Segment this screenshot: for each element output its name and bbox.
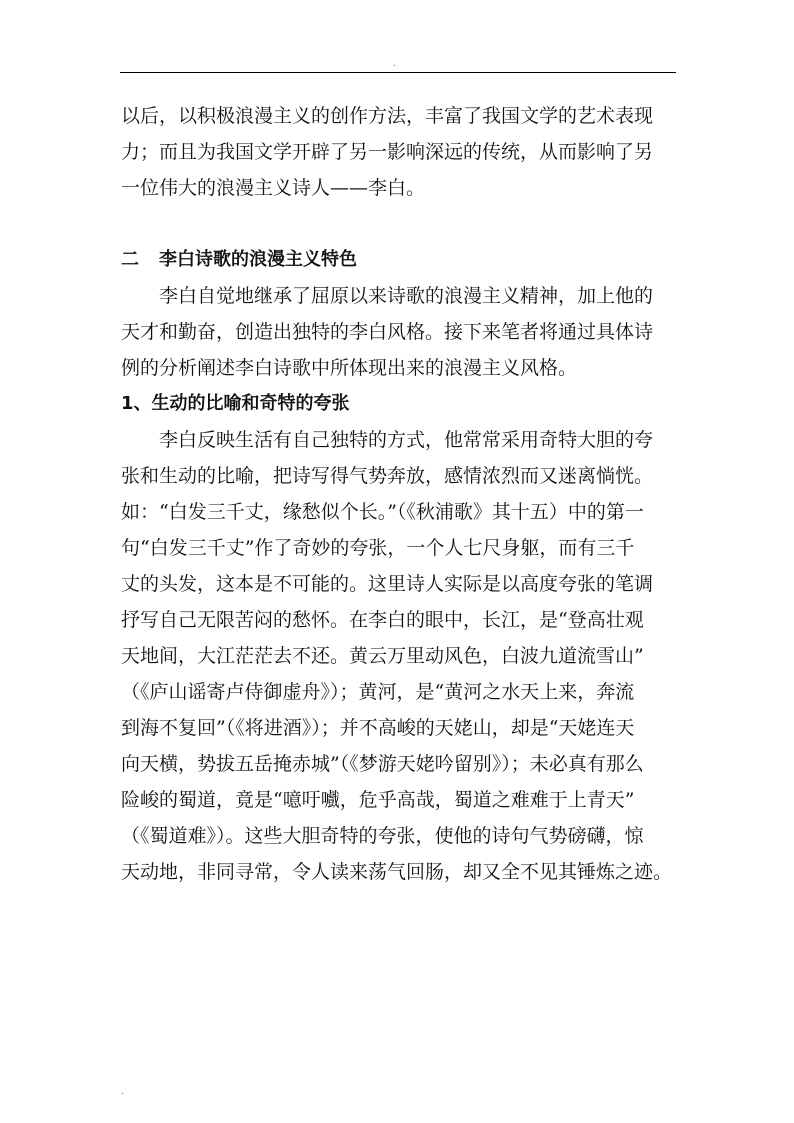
text-line: 天动地，非同寻常，令人读来荡气回肠，却又全不见其锤炼之迹。 — [121, 861, 673, 883]
text-line: 李白反映生活有自己独特的方式，他常常采用奇特大胆的夸 — [159, 429, 654, 451]
subsection-heading: 1、生动的比喻和奇特的夸张 — [121, 393, 350, 414]
text-line: 以后，以积极浪漫主义的创作方法，丰富了我国文学的艺术表现 — [121, 105, 654, 127]
text-line: 例的分析阐述李白诗歌中所体现出来的浪漫主义风格。 — [121, 357, 578, 379]
text-line: 李白自觉地继承了屈原以来诗歌的浪漫主义精神，加上他的 — [159, 285, 654, 307]
text-line: 险峻的蜀道，竟是“噫吁嚱，危乎高哉，蜀道之难难于上青天” — [121, 789, 635, 811]
footer-mark: . — [121, 1087, 124, 1097]
text-line: 一位伟大的浪漫主义诗人——李白。 — [121, 177, 426, 199]
header-rule — [120, 72, 676, 73]
text-line: 向天横，势拔五岳掩赤城”（《梦游天姥吟留别》）；未必真有那么 — [121, 753, 644, 775]
text-line: 天地间，大江茫茫去不还。黄云万里动风色，白波九道流雪山” — [121, 645, 644, 667]
text-line: 如：“白发三千丈，缘愁似个长。”（《秋浦歌》其十五）中的第一 — [121, 501, 644, 523]
text-line: （《庐山谣寄卢侍御虚舟》）；黄河，是“黄河之水天上来，奔流 — [121, 681, 635, 703]
document-body — [121, 98, 677, 890]
blank-line — [121, 206, 677, 242]
paragraph-body — [121, 422, 677, 890]
section-heading — [121, 242, 677, 278]
paragraph-section-intro — [121, 278, 677, 386]
text-line: （《蜀道难》）。这些大胆奇特的夸张，使他的诗句气势磅礴，惊 — [121, 825, 644, 847]
text-line: 抒写自己无限苦闷的愁怀。在李白的眼中，长江，是“登高壮观 — [121, 609, 644, 631]
text-line: 张和生动的比喻，把诗写得气势奔放，感情浓烈而又迷离惝恍。 — [121, 465, 654, 487]
header-mark: . — [393, 59, 396, 69]
paragraph-intro — [121, 98, 677, 206]
text-line: 力；而且为我国文学开辟了另一影响深远的传统，从而影响了另 — [121, 141, 654, 163]
section-title: 李白诗歌的浪漫主义特色 — [159, 249, 357, 270]
text-line: 到海不复回”（《将进酒》）；并不高峻的天姥山，却是“天姥连天 — [121, 717, 635, 739]
text-line: 天才和勤奋，创造出独特的李白风格。接下来笔者将通过具体诗 — [121, 321, 654, 343]
section-number: 二 — [121, 249, 139, 270]
text-line: 丈的头发，这本是不可能的。这里诗人实际是以高度夸张的笔调 — [121, 573, 654, 595]
text-line: 句“白发三千丈”作了奇妙的夸张，一个人七尺身躯，而有三千 — [121, 537, 635, 559]
